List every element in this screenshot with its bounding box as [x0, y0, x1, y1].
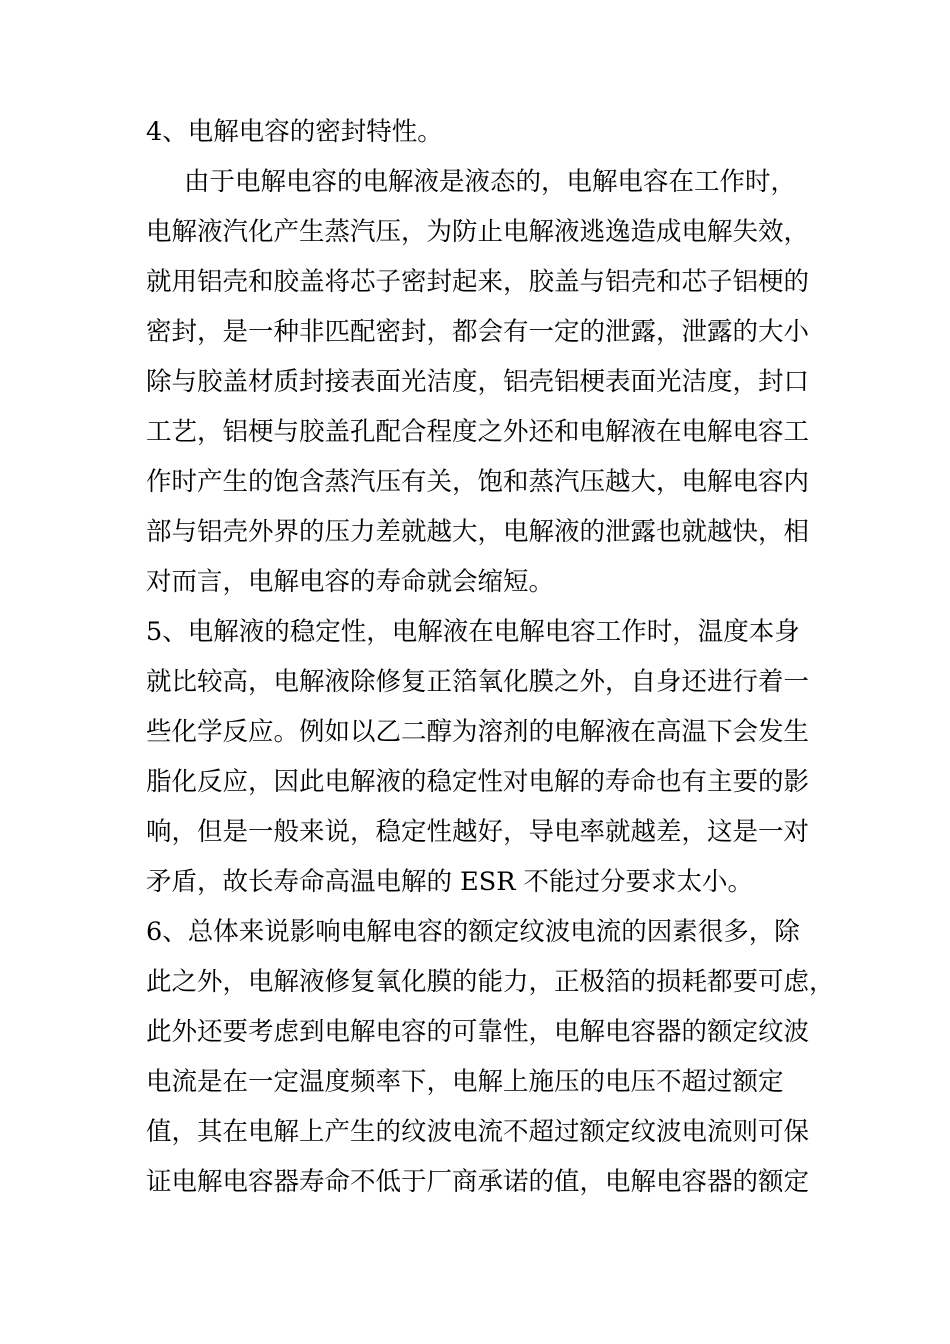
paragraph-line: 就比较高，电解液除修复正箔氧化膜之外，自身还进行着一	[146, 667, 810, 697]
paragraph-line: 电流是在一定温度频率下，电解上施压的电压不超过额定	[146, 1067, 784, 1097]
paragraph-line: 此之外，电解液修复氧化膜的能力，正极箔的损耗都要可虑，	[146, 967, 835, 997]
paragraph-line: 密封，是一种非匹配密封，都会有一定的泄露，泄露的大小	[146, 317, 810, 347]
paragraph-line: 工艺，铝梗与胶盖孔配合程度之外还和电解液在电解电容工	[146, 417, 810, 447]
paragraph-line: 5、电解液的稳定性，电解液在电解电容工作时，温度本身	[146, 617, 800, 647]
paragraph-line: 脂化反应，因此电解液的稳定性对电解的寿命也有主要的影	[146, 767, 810, 797]
paragraph-line: 除与胶盖材质封接表面光洁度，铝壳铝梗表面光洁度，封口	[146, 367, 810, 397]
paragraph-line: 电解液汽化产生蒸汽压，为防止电解液逃逸造成电解失效，	[146, 217, 810, 247]
section-heading: 4、电解电容的密封特性。	[146, 117, 443, 147]
paragraph-line: 作时产生的饱含蒸汽压有关，饱和蒸汽压越大，电解电容内	[146, 467, 810, 497]
paragraph-line: 6、总体来说影响电解电容的额定纹波电流的因素很多，除	[146, 917, 800, 947]
paragraph-line: 响，但是一般来说，稳定性越好，导电率就越差，这是一对	[146, 817, 810, 847]
paragraph-line: 值，其在电解上产生的纹波电流不超过额定纹波电流则可保	[146, 1117, 810, 1147]
paragraph-line: 矛盾，故长寿命高温电解的 ESR 不能过分要求太小。	[146, 867, 753, 897]
paragraph-line: 部与铝壳外界的压力差就越大，电解液的泄露也就越快，相	[146, 517, 810, 547]
paragraph-line: 对而言，电解电容的寿命就会缩短。	[146, 567, 555, 597]
paragraph-line: 此外还要考虑到电解电容的可靠性，电解电容器的额定纹波	[146, 1017, 810, 1047]
paragraph-line: 就用铝壳和胶盖将芯子密封起来，胶盖与铝壳和芯子铝梗的	[146, 267, 810, 297]
paragraph-line: 由于电解电容的电解液是液态的，电解电容在工作时，	[184, 167, 797, 197]
paragraph-line: 证电解电容器寿命不低于厂商承诺的值，电解电容器的额定	[146, 1167, 810, 1197]
paragraph-line: 些化学反应。例如以乙二醇为溶剂的电解液在高温下会发生	[146, 717, 810, 747]
